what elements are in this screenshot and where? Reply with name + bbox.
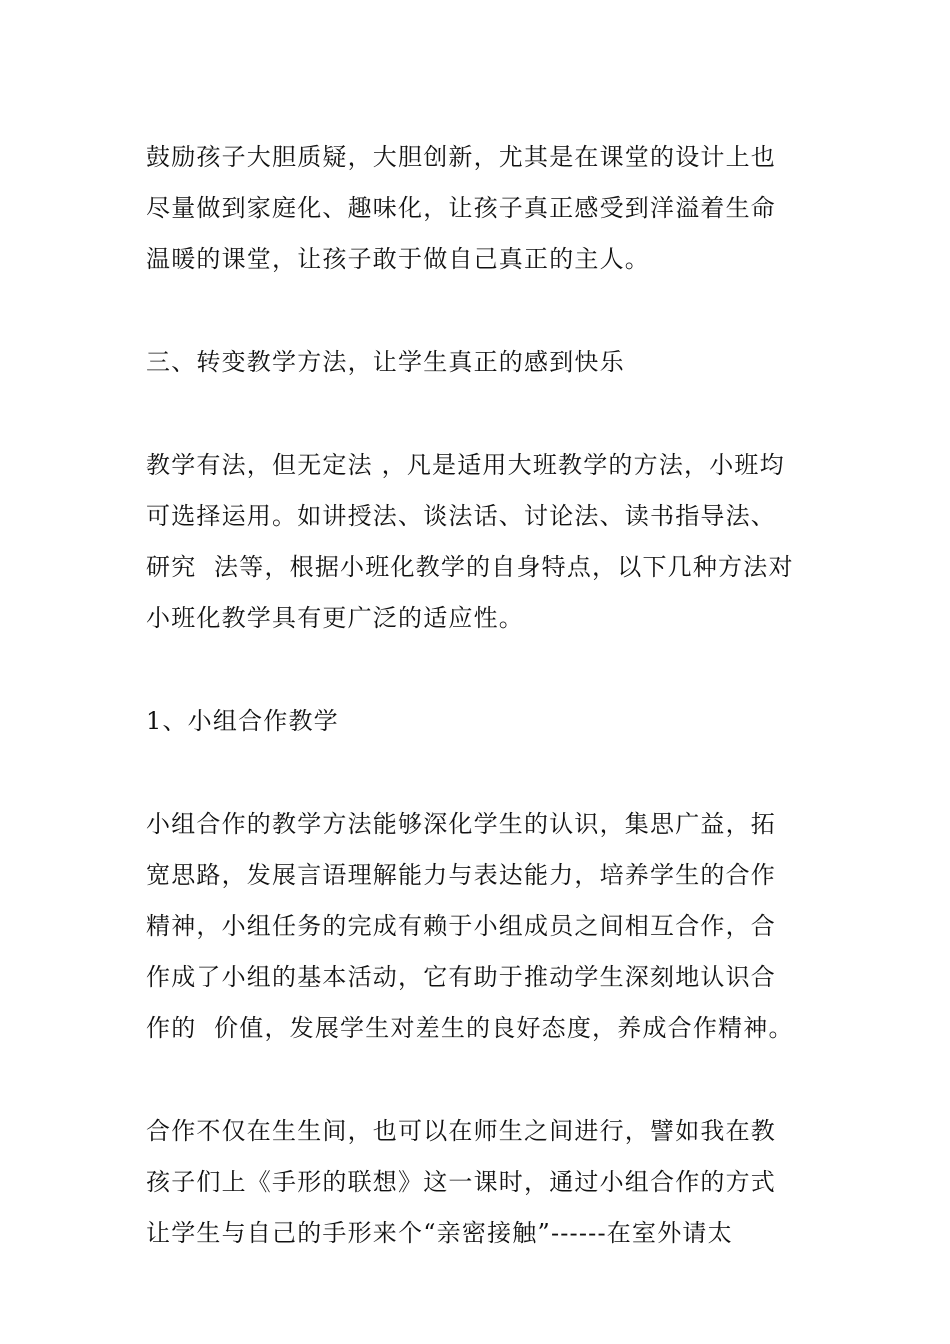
paragraph-teacher-student xyxy=(146,1106,806,1259)
text-line: 温暖的课堂，让孩子敢于做自己真正的主人。 xyxy=(146,245,650,273)
text-line: 可选择运用。如讲授法、谈法话、讨论法、读书指导法、 xyxy=(146,502,776,530)
paragraph-spacer xyxy=(146,388,806,440)
text-line: 孩子们上《手形的联想》这一课时，通过小组合作的方式 xyxy=(146,1168,776,1196)
text-line: 作成了小组的基本活动，它有助于推动学生深刻地认识合 xyxy=(146,963,776,991)
paragraph-group-cooperation xyxy=(146,799,806,1054)
document-body xyxy=(146,132,806,1259)
paragraph-methods xyxy=(146,440,806,644)
text-line: 小组合作的教学方法能够深化学生的认识，集思广益，拓 xyxy=(146,810,776,838)
section-heading: 三、转变教学方法，让学生真正的感到快乐 xyxy=(146,348,625,376)
text-line: 鼓励孩子大胆质疑，大胆创新，尤其是在课堂的设计上也 xyxy=(146,143,776,171)
paragraph-encourage xyxy=(146,132,806,285)
text-line: 研究 法等，根据小班化教学的自身特点，以下几种方法对 xyxy=(146,553,794,581)
text-line: 让学生与自己的手形来个“亲密接触”------在室外请太 xyxy=(146,1219,733,1247)
text-line: 尽量做到家庭化、趣味化，让孩子真正感受到洋溢着生命 xyxy=(146,194,776,222)
paragraph-spacer xyxy=(146,1054,806,1106)
text-line: 教学有法，但无定法 ，凡是适用大班教学的方法，小班均 xyxy=(146,451,785,479)
text-line: 小班化教学具有更广泛的适应性。 xyxy=(146,604,524,632)
text-line: 合作不仅在生生间，也可以在师生之间进行，譬如我在教 xyxy=(146,1117,776,1145)
paragraph-spacer xyxy=(146,644,806,696)
text-line: 作的 价值，发展学生对差生的良好态度，养成合作精神。 xyxy=(146,1014,794,1042)
text-line: 精神，小组任务的完成有赖于小组成员之间相互合作，合 xyxy=(146,912,776,940)
subsection-heading: 1、小组合作教学 xyxy=(146,707,339,735)
paragraph-spacer xyxy=(146,285,806,337)
paragraph-spacer xyxy=(146,747,806,799)
text-line: 宽思路，发展言语理解能力与表达能力，培养学生的合作 xyxy=(146,861,776,889)
